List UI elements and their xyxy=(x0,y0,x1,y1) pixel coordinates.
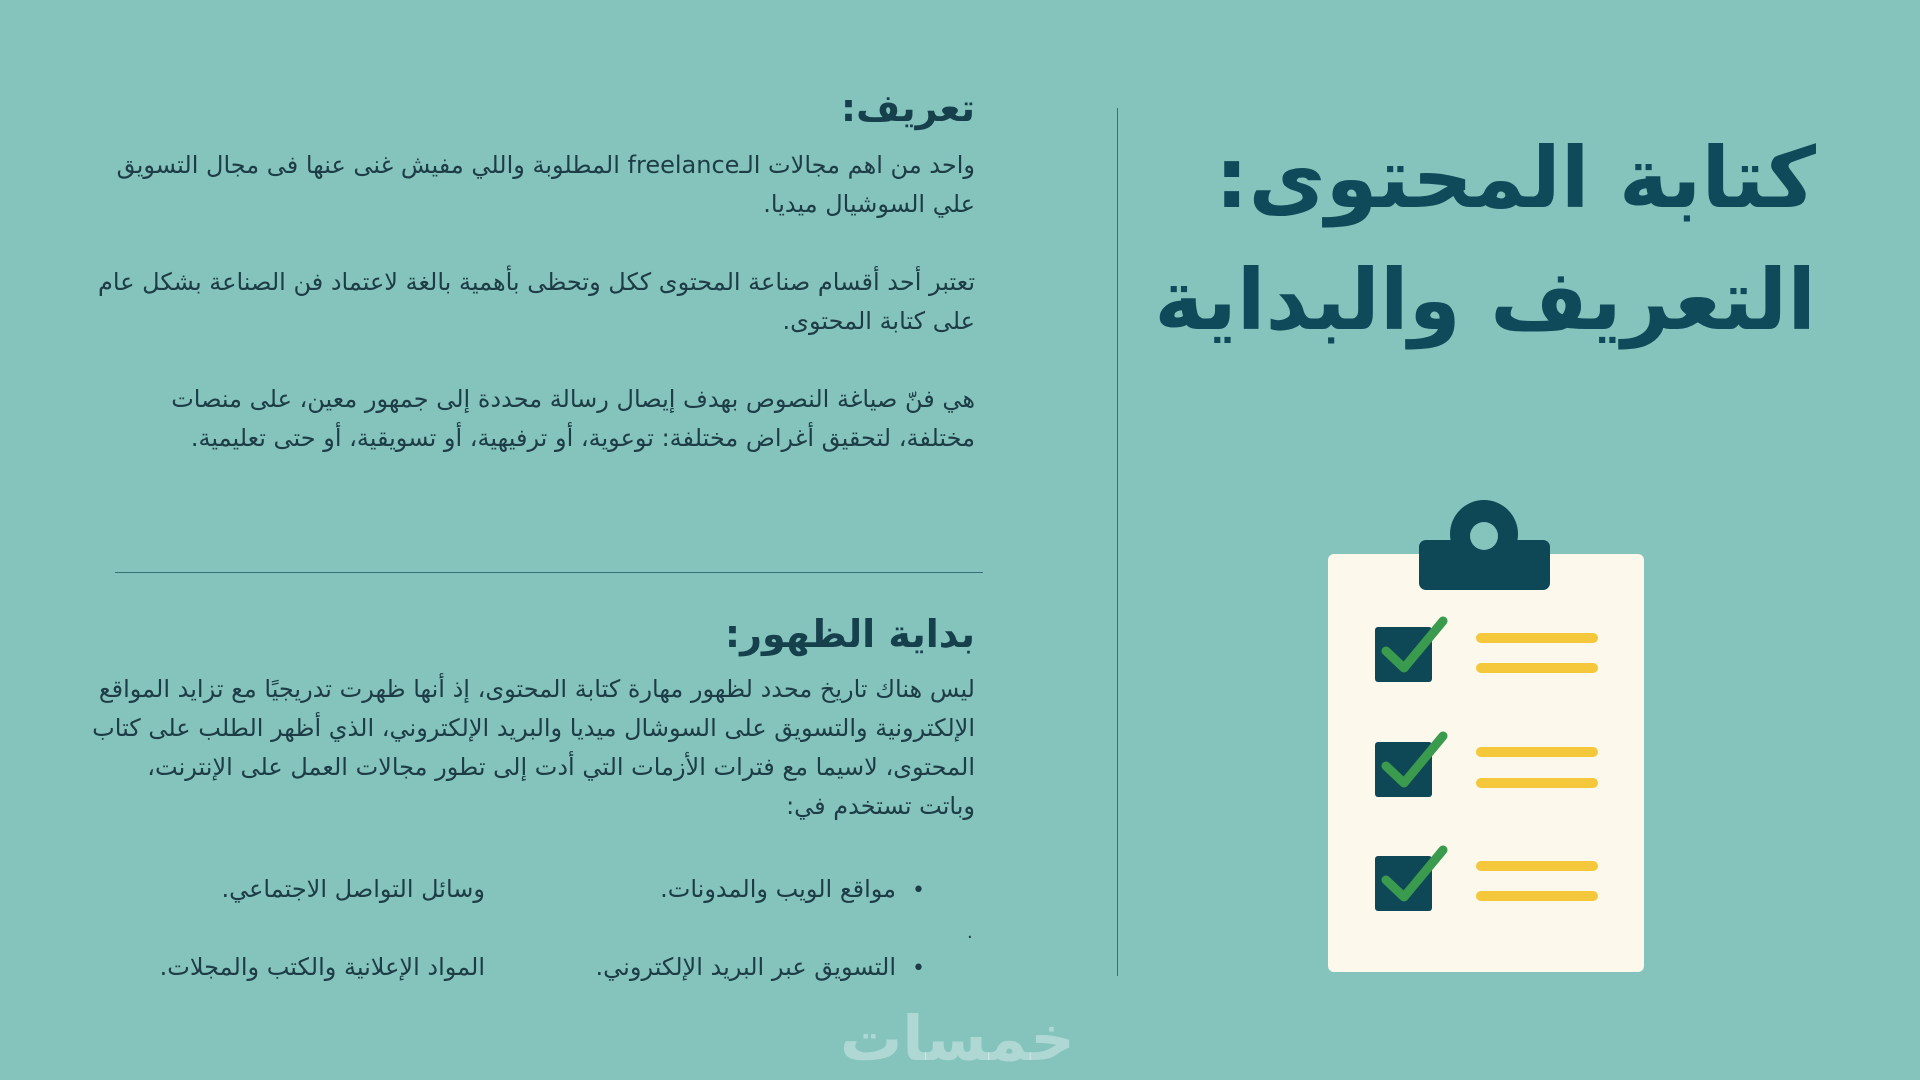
list-item: • التسويق عبر البريد الإلكتروني. xyxy=(596,953,925,981)
origin-paragraph: ليس هناك تاريخ محدد لظهور مهارة كتابة المحتوى، إذ أنها ظهرت تدريجيًا مع تزايد المواقع الإلكترونية والتسويق على السوشال ميديا والبريد الإلكتروني، الذي أظهر الطلب على كتاب المحتوى، لاسيما مع فترات الأزمات التي أدت إلى تطور مجالات العمل على الإنترنت، وباتت تستخدم في: xyxy=(92,674,975,820)
list-item: • مواقع الويب والمدونات. xyxy=(660,875,925,903)
clipboard-checklist-icon xyxy=(1328,496,1648,976)
list-item: وسائل التواصل الاجتماعي. xyxy=(221,875,485,903)
page-title-line-1: كتابة المحتوى: xyxy=(1214,129,1816,227)
stray-mark: . xyxy=(967,922,973,943)
page-title-line-2: التعريف والبداية xyxy=(1154,250,1816,349)
list-row xyxy=(65,875,925,915)
definition-paragraph-1: واحد من اهم مجالات الـfreelance المطلوبة واللي مفيش غنى عنها فى مجال التسويق علي السوشيال ميديا. xyxy=(116,150,975,218)
origin-section xyxy=(90,612,975,826)
list-row xyxy=(65,953,925,993)
list-item: المواد الإعلانية والكتب والمجلات. xyxy=(159,953,485,981)
definition-paragraph-3: هي فنّ صياغة النصوص بهدف إيصال رسالة محددة إلى جمهور معين، على منصات مختلفة، لتحقيق أغراض مختلفة: توعوية، أو ترفيهية، أو تسويقية، أو حتى تعليمية. xyxy=(171,384,975,452)
definition-paragraph-2: تعتبر أحد أقسام صناعة المحتوى ككل وتحظى بأهمية بالغة لاعتماد فن الصناعة بشكل عام على كتابة المحتوى. xyxy=(98,267,975,335)
page-title xyxy=(1154,118,1816,362)
watermark-logo: خمسات xyxy=(840,1002,1075,1075)
definition-heading: تعريف: xyxy=(840,86,975,130)
definition-section xyxy=(95,86,975,458)
usage-list xyxy=(65,875,925,995)
origin-heading: بداية الظهور: xyxy=(724,612,975,656)
horizontal-divider xyxy=(115,572,983,573)
vertical-divider xyxy=(1117,108,1118,976)
